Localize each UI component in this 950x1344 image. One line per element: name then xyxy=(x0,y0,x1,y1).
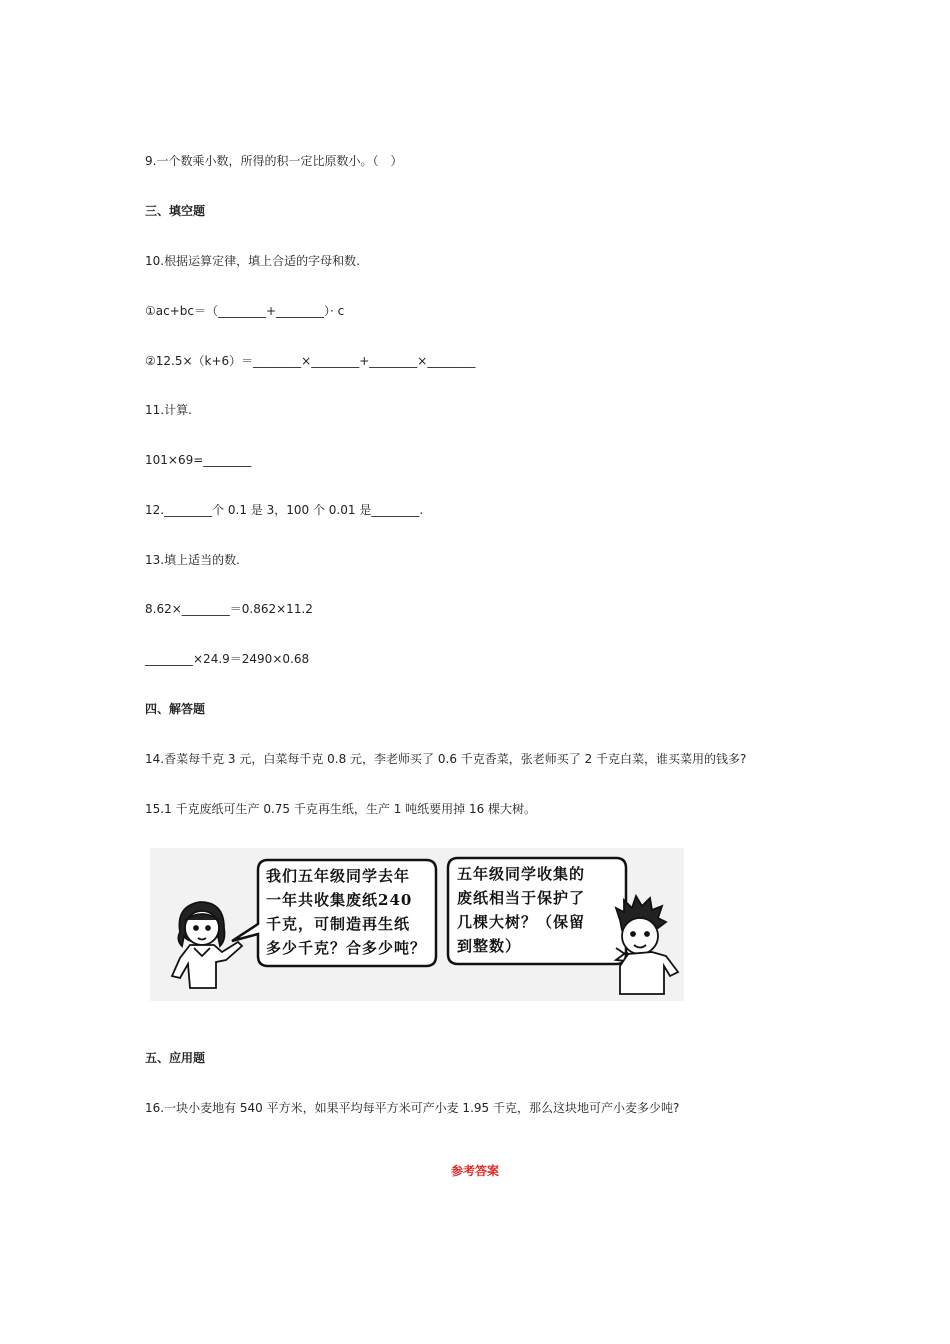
question-16: 16.一块小麦地有 540 平方米，如果平均每平方米可产小麦 1.95 千克，那么这块地可产小麦多少吨? xyxy=(145,1101,680,1115)
girl-figure xyxy=(172,902,242,988)
section-5-heading: 五、应用题 xyxy=(145,1051,206,1065)
question-10: 10.根据运算定律，填上合适的字母和数. xyxy=(145,254,360,268)
bubble-right-line-2: 废纸相当于保护了 xyxy=(457,889,586,907)
section-4-heading: 四、解答题 xyxy=(145,702,206,716)
question-12: 12.________个 0.1 是 3，100 个 0.01 是________. xyxy=(145,503,424,517)
question-13-part-1: 8.62×________＝0.862×11.2 xyxy=(145,602,313,616)
question-15: 15.1 千克废纸可生产 0.75 千克再生纸，生产 1 吨纸要用掉 16 棵大树。 xyxy=(145,802,537,816)
question-10-part-2: ②12.5×（k+6）＝________×________+________×________ xyxy=(145,354,476,368)
bubble-right-line-4: 到整数） xyxy=(457,937,522,955)
section-3-heading: 三、填空题 xyxy=(145,204,206,218)
question-13-part-2: ________×24.9＝2490×0.68 xyxy=(145,652,310,666)
bubble-right-line-3: 几棵大树？（保留 xyxy=(457,913,586,931)
answer-key-title: 参考答案 xyxy=(450,1164,499,1178)
cartoon-illustration xyxy=(150,848,684,1001)
question-13: 13.填上适当的数. xyxy=(145,553,240,567)
question-11-expression: 101×69=________ xyxy=(145,453,252,467)
question-14: 14.香菜每千克 3 元，白菜每千克 0.8 元，李老师买了 0.6 千克香菜，张老师买了 2 千克白菜，谁买菜用的钱多? xyxy=(145,752,747,766)
question-10-part-1: ①ac+bc＝（________+________）· c xyxy=(145,304,345,318)
bubble-left-line-4: 多少千克？合多少吨？ xyxy=(266,939,427,957)
bubble-left-line-3: 千克，可制造再生纸 xyxy=(266,915,411,933)
boy-figure xyxy=(616,896,678,994)
question-11: 11.计算. xyxy=(145,403,192,417)
question-9: 9.一个数乘小数，所得的积一定比原数小。（ ） xyxy=(145,154,403,168)
bubble-right-line-1: 五年级同学收集的 xyxy=(457,865,586,883)
bubble-left-line-1: 我们五年级同学去年 xyxy=(266,867,411,885)
bubble-left-line-2: 一年共收集废纸240 xyxy=(266,891,413,909)
